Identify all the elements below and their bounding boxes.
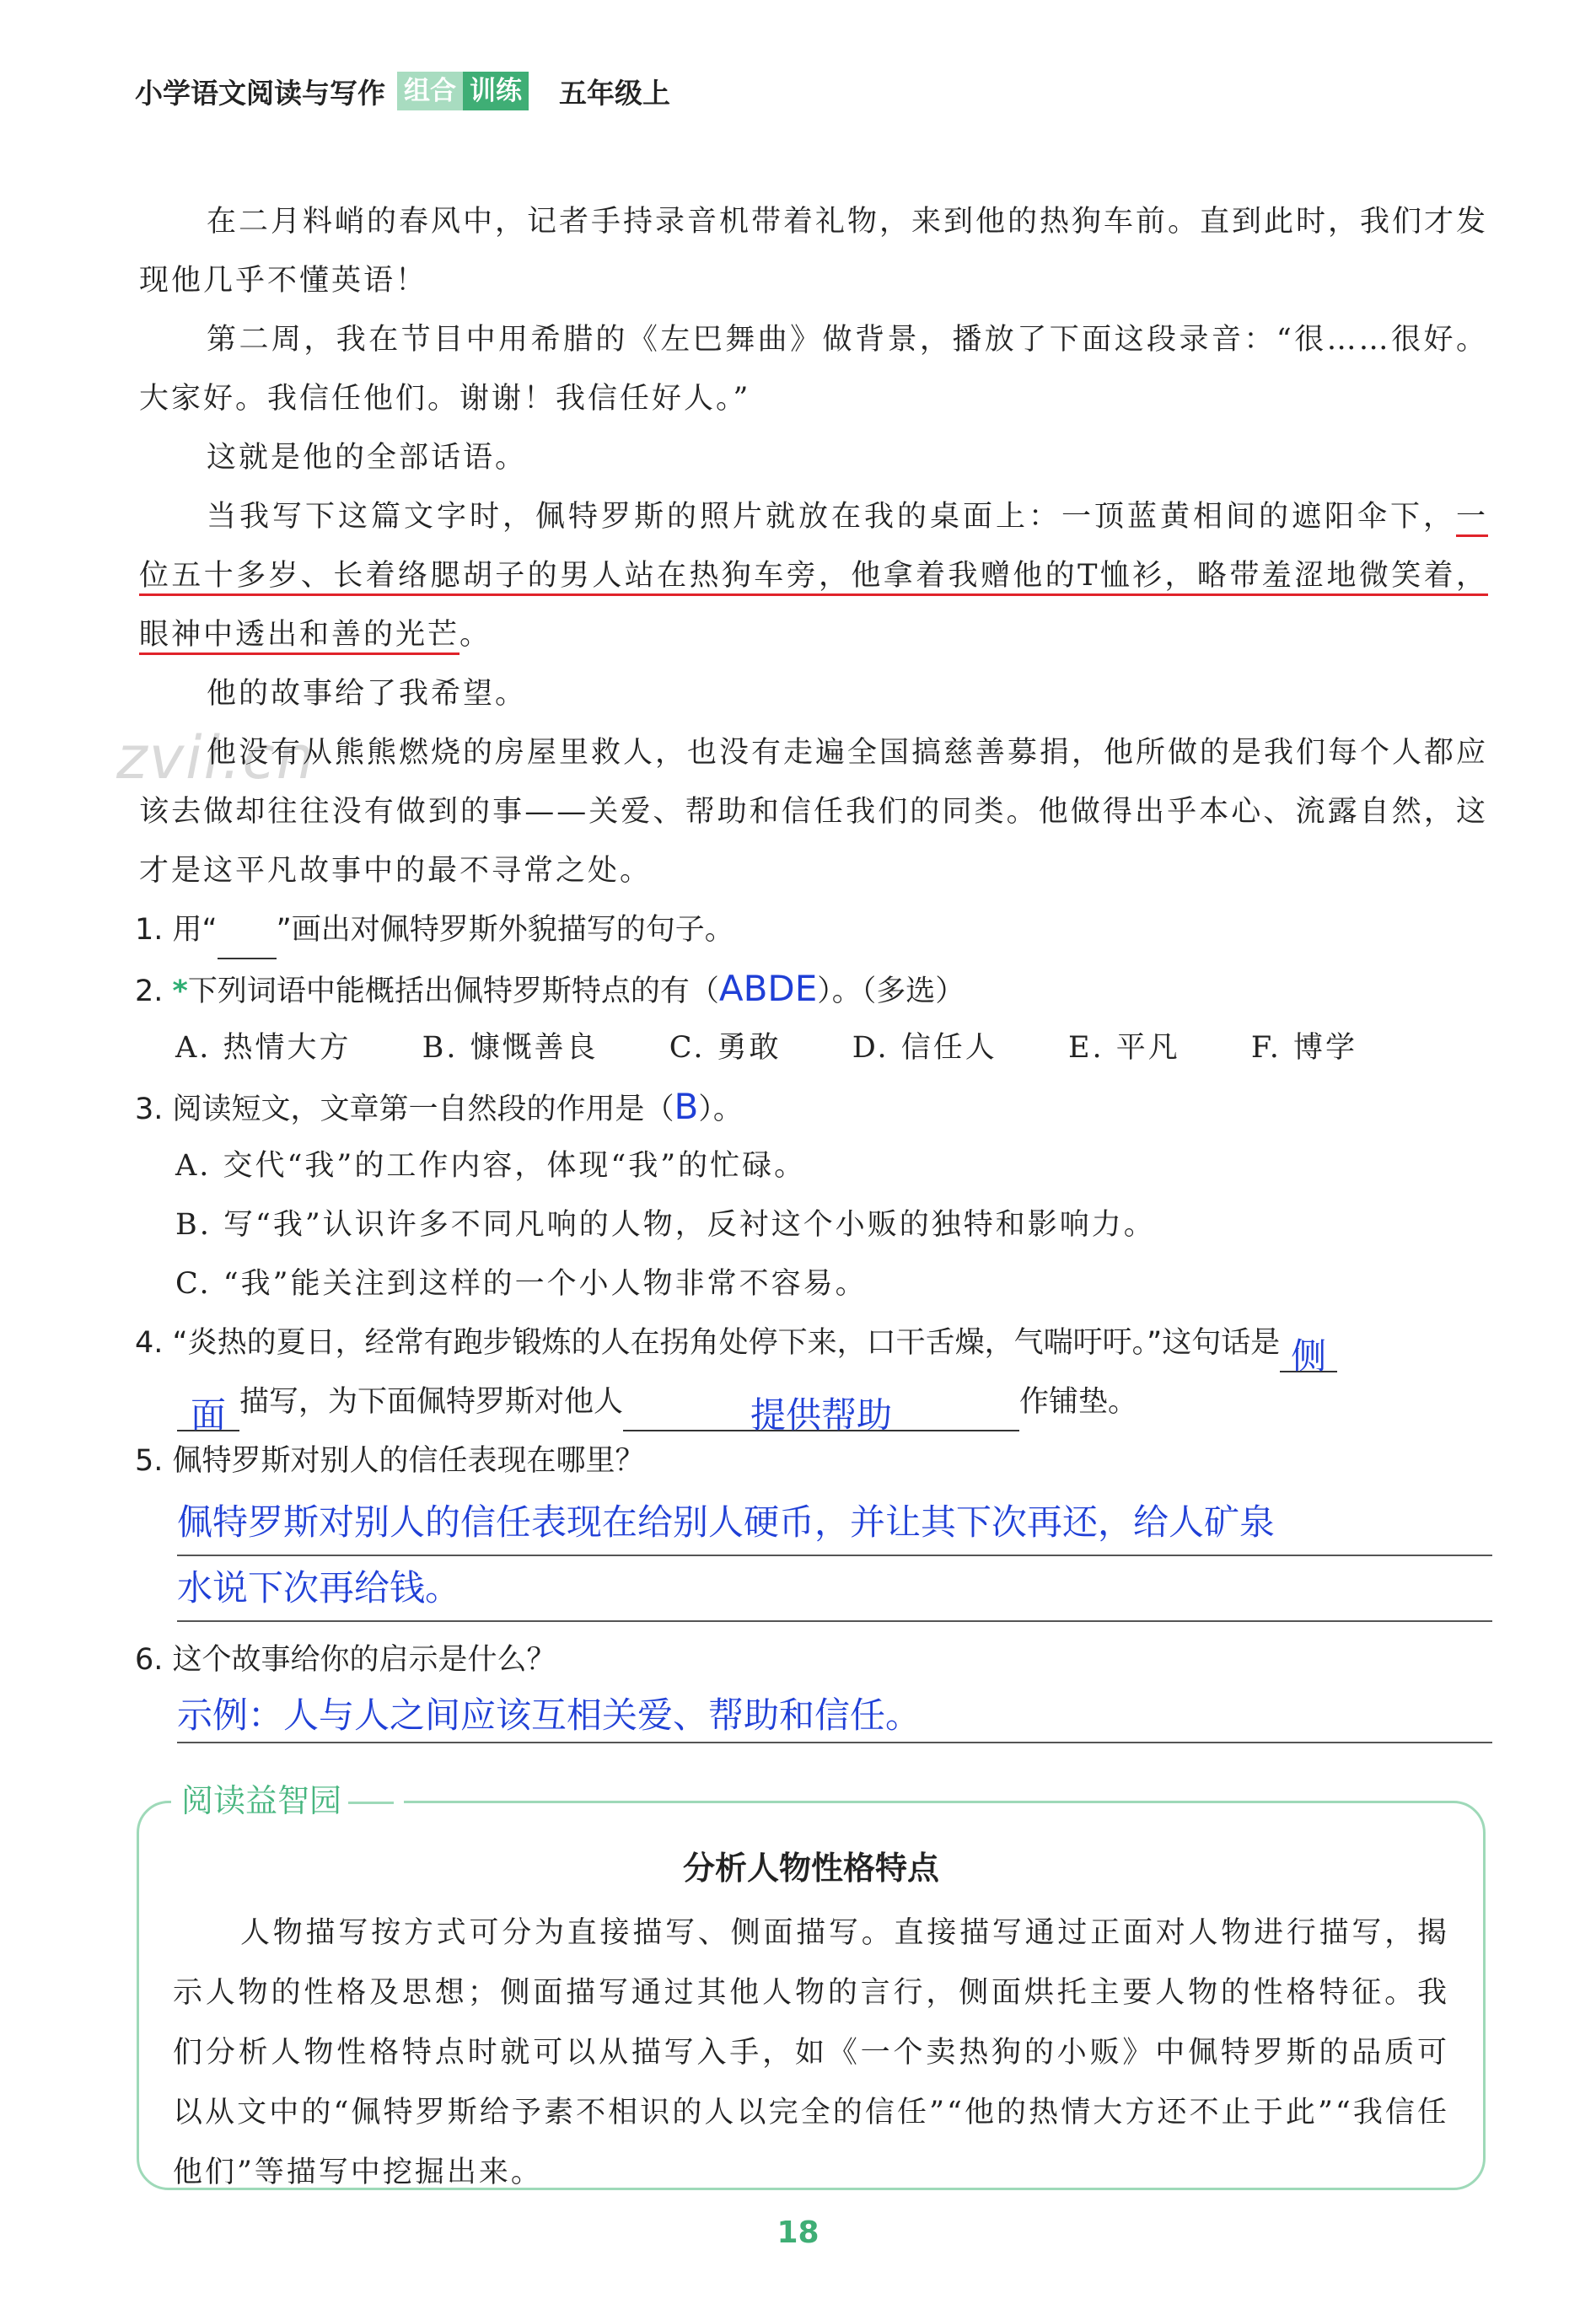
option-e: E. 平凡 — [1067, 1031, 1180, 1065]
watermark: zvil.cn — [116, 723, 316, 792]
question-2-answer: ABDE — [718, 968, 818, 1009]
question-4-answer-1b: 面 — [177, 1386, 239, 1431]
article-paragraph-2: 第二周，我在节目中用希腊的《左巴舞曲》做背景，播放了下面这段录音：“很……很好。大家好。我信任他们。谢谢！我信任好人。” — [139, 323, 1488, 416]
question-1 — [135, 900, 1492, 959]
grade-label: 五年级上 — [559, 76, 670, 110]
article-paragraph-1: 在二月料峭的春风中，记者手持录音机带着礼物，来到他的热狗车前。直到此时，我们才发现他几乎不懂英语！ — [139, 205, 1489, 298]
question-6-answer: 示例：人与人之间应该互相关爱、帮助和信任。 — [177, 1689, 1492, 1743]
question-3-option-a: A. 交代“我”的工作内容，体现“我”的忙碌。 — [175, 1149, 807, 1183]
article-paragraph-5: 他的故事给了我希望。 — [207, 677, 528, 711]
question-4-line-1 — [135, 1313, 1492, 1377]
question-4-post: 作铺垫。 — [1019, 1385, 1138, 1419]
question-3-pre: 3. 阅读短文，文章第一自然段的作用是（ — [135, 1093, 674, 1126]
underline-sample — [218, 924, 277, 959]
question-5-answer-line-2: 水说下次再给钱。 — [177, 1556, 1492, 1622]
question-2-options — [135, 1018, 1492, 1077]
tips-label: 阅读益智园 — [171, 1775, 404, 1821]
question-2-number: 2. — [135, 975, 173, 1008]
question-4-answer-1a: 侧 — [1280, 1327, 1337, 1372]
paragraph-4-end: 。 — [459, 618, 492, 652]
header-tag-training: 训练 — [463, 72, 529, 110]
paragraph-4-lead: 当我写下这篇文字时，佩特罗斯的照片就放在我的桌面上：一顶蓝黄相间的遮阳伞下， — [207, 500, 1456, 534]
option-d: D. 信任人 — [852, 1031, 997, 1065]
option-b: B. 慷慨善良 — [422, 1031, 599, 1065]
question-4-pre: 4. “炎热的夏日，经常有跑步锻炼的人在拐角处停下来，口干舌燥，气喘吁吁。”这句话是 — [135, 1326, 1281, 1360]
tips-title: 分析人物性格特点 — [682, 1850, 939, 1887]
article-paragraph-4 — [139, 487, 1488, 664]
page-number: 18 — [777, 2215, 819, 2250]
star-icon: * — [172, 975, 188, 1008]
question-1-pre: 1. 用“ — [135, 913, 218, 947]
question-2-pre: 下列词语中能概括出佩特罗斯特点的有（ — [187, 975, 719, 1008]
question-5-answer-line-1: 佩特罗斯对别人的信任表现在给别人硬币，并让其下次再还，给人矿泉 — [177, 1490, 1492, 1556]
book-series-title: 小学语文阅读与写作 — [135, 76, 385, 110]
article-text — [139, 192, 1488, 900]
option-f: F. 博学 — [1250, 1031, 1357, 1065]
option-c: C. 勇敢 — [669, 1031, 782, 1065]
question-1-post: ”画出对佩特罗斯外貌描写的句子。 — [276, 913, 734, 947]
underlined-appearance-sentence: 一位五十多岁、长着络腮胡子的男人站在热狗车旁，他拿着我赠他的T恤衫，略带羞涩地微笑着，眼神中透出和善的光芒 — [139, 500, 1488, 652]
question-4-line-2 — [135, 1372, 1492, 1436]
question-4-answer-2: 提供帮助 — [623, 1386, 1019, 1431]
question-4-mid: 描写，为下面佩特罗斯对他人 — [239, 1385, 624, 1419]
article-paragraph-3: 这就是他的全部话语。 — [207, 441, 528, 475]
reading-tips-box — [137, 1782, 1486, 2190]
header-tag-combo: 组合 — [397, 72, 463, 110]
article-paragraph-6: 他没有从熊熊燃烧的房屋里救人，也没有走遍全国搞慈善募捐，他所做的是我们每个人都应该去做却往往没有做到的事——关爱、帮助和信任我们的同类。他做得出乎本心、流露自然，这才是这平凡故事中的最不寻常之处。 — [139, 736, 1489, 888]
question-3 — [135, 1077, 1492, 1136]
question-2 — [135, 959, 1492, 1018]
question-3-post: ）。 — [698, 1093, 743, 1126]
option-a: A. 热情大方 — [175, 1031, 352, 1065]
question-3-answer: B — [674, 1086, 699, 1127]
page-header — [135, 66, 670, 116]
question-6: 6. 这个故事给你的启示是什么？ — [135, 1643, 556, 1677]
question-3-option-c: C. “我”能关注到这样的一个小人物非常不容易。 — [175, 1267, 868, 1301]
question-3-option-b: B. 写“我”认识许多不同凡响的人物，反衬这个小贩的独特和影响力。 — [175, 1208, 1156, 1242]
questions-section — [135, 900, 1492, 1743]
tips-body: 人物描写按方式可分为直接描写、侧面描写。直接描写通过正面对人物进行描写，揭示人物的性格及思想；侧面描写通过其他人物的言行，侧面烘托主要人物的性格特征。我们分析人物性格特点时就可以从描写入手，如《一个卖热狗的小贩》中佩特罗斯的品质可以从文中的“佩特罗斯给予素不相识的人以完全的信任”“他的热情大方还不止于此”“我信任他们”等描写中挖掘出来。 — [173, 1916, 1449, 2189]
question-5: 5. 佩特罗斯对别人的信任表现在哪里？ — [135, 1444, 645, 1478]
question-2-post: ）。（多选） — [817, 975, 965, 1008]
